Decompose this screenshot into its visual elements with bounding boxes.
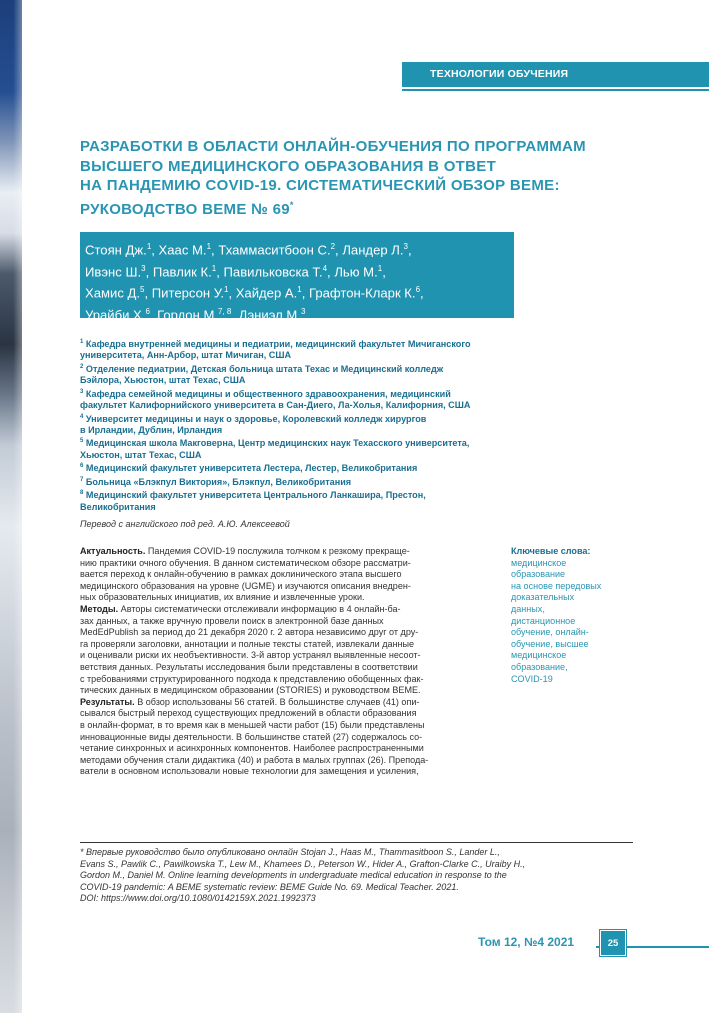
translation-note: Перевод с английского под ред. А.Ю. Алексеевой bbox=[80, 519, 290, 529]
abstract-line: нию практики очного обучения. В данном систематическом обзоре рассматри- bbox=[80, 557, 411, 568]
footnote-line: Evans S., Pawlik C., Pawilkowska T., Lew M., Khamees D., Peterson W., Hider A., Grafton-Clarke C., Uraiby H., bbox=[80, 858, 526, 869]
affiliation-number: 6 bbox=[80, 463, 84, 470]
abstract-methods bbox=[80, 604, 496, 697]
abstract-line: ных образовательных инициатив, их влияние и извлеченные уроки. bbox=[80, 592, 365, 603]
keyword-line: COVID-19 bbox=[511, 673, 553, 684]
author-affiliation-ref: 1 bbox=[377, 263, 383, 273]
affiliation-number: 7 bbox=[80, 476, 84, 483]
section-header bbox=[402, 62, 709, 87]
author-name: Дэниэл М. bbox=[238, 307, 301, 323]
page-number: 25 bbox=[600, 930, 626, 956]
affiliation-item bbox=[80, 475, 550, 488]
abstract-section-label: Актуальность. bbox=[80, 546, 146, 556]
author-affiliation-ref: 1 bbox=[297, 285, 302, 295]
affiliation-text: Университет медицины и наук о здоровье, Королевский колледж хирургов bbox=[85, 413, 427, 424]
abstract-line: и оценивали риски их необъективности. 3-й автор устранял выявленные несоот- bbox=[80, 650, 421, 661]
author-name: Гордон М. bbox=[157, 307, 218, 323]
author-affiliation-ref: 1 bbox=[146, 242, 152, 251]
author-affiliation-ref: 5 bbox=[140, 285, 145, 295]
author-affiliation-ref: 6 bbox=[145, 306, 150, 316]
affiliation-number: 1 bbox=[80, 339, 84, 345]
side-photo-overlay bbox=[0, 0, 22, 1013]
keyword-line: медицинское bbox=[511, 650, 567, 661]
footnote-line: Gordon M., Daniel M. Online learning developments in undergraduate medical education in response to the bbox=[80, 870, 507, 881]
abstract-line: в онлайн-формат, в то время как в меньшей части работ (15) были представлены bbox=[80, 719, 425, 730]
affiliation-number: 8 bbox=[80, 490, 84, 497]
title-line: НА ПАНДЕМИЮ COVID-19. СИСТЕМАТИЧЕСКИЙ ОБЗОР BEME: bbox=[80, 177, 560, 194]
affiliation-item bbox=[80, 412, 550, 437]
abstract-section-label: Методы. bbox=[80, 603, 119, 614]
affiliation-number: 4 bbox=[80, 413, 84, 420]
keyword-line: доказательных bbox=[511, 592, 575, 603]
author-affiliation-ref: 4 bbox=[322, 263, 328, 273]
keyword-line: обучение, высшее bbox=[511, 638, 589, 649]
author-affiliation-ref: 2 bbox=[330, 242, 336, 251]
title-footnote-marker: * bbox=[289, 199, 294, 210]
author-name: Урайби Х. bbox=[85, 307, 146, 323]
author-name: Павильковска Т. bbox=[223, 264, 323, 280]
keyword-line: данных, bbox=[511, 603, 545, 614]
author-affiliation-ref: 1 bbox=[223, 285, 229, 295]
author-name: Хамис Д. bbox=[85, 285, 141, 301]
author-affiliation-ref: 3 bbox=[403, 242, 408, 251]
author-name: Питерсон У. bbox=[151, 285, 224, 301]
keyword-line: медицинское bbox=[511, 557, 567, 568]
affiliation-text: Медицинский факультет университета Лестера, Лестер, Великобритания bbox=[85, 463, 418, 474]
footnote-line: COVID-19 pandemic: A BEME systematic review: BEME Guide No. 69. Medical Teacher. 2021. bbox=[80, 881, 459, 892]
abstract-line: ватели в основном использовали новые технологии для замещения и усиления, bbox=[80, 766, 419, 777]
abstract bbox=[80, 546, 496, 778]
keyword-line: образование, bbox=[511, 661, 568, 672]
author-name: Хаас М. bbox=[158, 242, 207, 258]
abstract-line: четание синхронных и асинхронных компонентов. Наиболее распространенными bbox=[80, 743, 424, 754]
abstract-relevance bbox=[80, 546, 496, 604]
affiliation-text: Бэйлора, Хьюстон, штат Техас, США bbox=[80, 375, 246, 386]
abstract-line: Авторы систематически отслеживали информацию в 4 онлайн-ба- bbox=[120, 603, 401, 614]
affiliations-list bbox=[80, 337, 550, 513]
article-title bbox=[80, 137, 640, 219]
abstract-results bbox=[80, 697, 496, 778]
authors-list: Стоян Дж.$^1$, Хаас М.$^1$, Тхаммаситбоон С.$^2$, Ландер Л.$^3$, Ивэнс Ш.$^3$, Павлик К.$^1$, Павильковска Т.$^4$, Лью М.$^1$, Хамис Д.$^5$, Питерсон У.$^1$, Хайдер А.$^1$, Графтон-Кларк К.$^6$, Урайби Х.$^6$, Гордон М.$^{7, 8}$, Дэниэл М.$^3$ bbox=[85, 242, 424, 323]
affiliation-text: факультет Калифорнийского университета в Сан-Диего, Ла-Холья, Калифорния, США bbox=[80, 400, 471, 411]
abstract-line: медицинского образования на уровне (UGME) и изучаются описания внедрен- bbox=[80, 580, 411, 591]
author-affiliation-ref: 1 bbox=[211, 263, 217, 273]
affiliation-item bbox=[80, 461, 550, 474]
abstract-line: вается переход к онлайн-обучению в рамках доклинического этапа высшего bbox=[80, 569, 402, 580]
author-name: Ивэнс Ш. bbox=[85, 264, 142, 280]
abstract-section-label: Результаты. bbox=[80, 696, 135, 707]
header-divider bbox=[402, 89, 709, 91]
affiliation-text: университета, Анн-Арбор, штат Мичиган, США bbox=[80, 350, 292, 361]
abstract-line: га проверяли заголовки, аннотации и полные тексты статей, извлекали данные bbox=[80, 638, 415, 649]
author-name: Павлик К. bbox=[152, 264, 212, 280]
affiliation-item bbox=[80, 337, 550, 362]
author-name: Ландер Л. bbox=[342, 242, 404, 258]
author-name: Хайдер А. bbox=[235, 285, 298, 301]
keyword-line: обучение, онлайн- bbox=[511, 627, 589, 638]
affiliation-text: Медицинский факультет университета Центрального Ланкашира, Престон, bbox=[85, 490, 426, 501]
author-affiliation-ref: 1 bbox=[206, 242, 212, 251]
author-affiliation-ref: 7, 8 bbox=[218, 306, 232, 316]
author-name: Тхаммаситбоон С. bbox=[218, 242, 331, 258]
affiliation-number: 5 bbox=[80, 438, 84, 445]
affiliation-text: Отделение педиатрии, Детская больница штата Техас и Медицинский колледж bbox=[85, 363, 444, 374]
affiliation-item bbox=[80, 488, 550, 513]
author-name: Стоян Дж. bbox=[85, 242, 147, 258]
title-line: ВЫСШЕГО МЕДИЦИНСКОГО ОБРАЗОВАНИЯ В ОТВЕТ bbox=[80, 157, 497, 175]
footnote-line: * Впервые руководство было опубликовано онлайн Stojan J., Haas M., Thammasitboon S., Lander L., bbox=[80, 847, 500, 857]
affiliation-number: 2 bbox=[80, 363, 84, 370]
abstract-line: с требованиями структурированного подхода к представлению обобщенных фак- bbox=[80, 673, 424, 684]
affiliation-text: Медицинская школа Макговерна, Центр медицинских наук Техасского университета, bbox=[85, 438, 470, 449]
abstract-line: методами обучения стали дидактика (40) и работа в малых группах (26). Препода- bbox=[80, 754, 429, 765]
title-line: РАЗРАБОТКИ В ОБЛАСТИ ОНЛАЙН-ОБУЧЕНИЯ ПО ПРОГРАММАМ bbox=[80, 138, 586, 155]
keyword-line: на основе передовых bbox=[511, 580, 602, 591]
abstract-line: инновационные виды деятельности. В большинстве статей (27) содержалось со- bbox=[80, 731, 423, 742]
author-affiliation-ref: 6 bbox=[415, 285, 421, 295]
abstract-line: ветствия данных. Результаты исследования были представлены в соответствии bbox=[80, 661, 418, 672]
affiliation-text: в Ирландии, Дублин, Ирландия bbox=[80, 424, 223, 435]
abstract-line: В обзор использованы 56 статей. В большинстве случаев (41) опи- bbox=[137, 696, 420, 707]
author-name: Лью М. bbox=[334, 264, 378, 280]
author-affiliation-ref: 3 bbox=[141, 263, 146, 273]
keywords-list bbox=[511, 558, 621, 686]
affiliation-text: Кафедра внутренней медицины и педиатрии, медицинский факультет Мичиганского bbox=[85, 339, 471, 350]
title-line: РУКОВОДСТВО BEME № 69 bbox=[80, 200, 290, 218]
authors-block bbox=[80, 232, 514, 323]
affiliation-text: Хьюстон, штат Техас, США bbox=[80, 449, 202, 460]
footnote-divider bbox=[80, 842, 633, 843]
abstract-line: зах данных, а также вручную провели поиск в электронной базе данных bbox=[80, 615, 384, 626]
keyword-line: дистанционное bbox=[511, 615, 576, 626]
issue-label: Том 12, №4 2021 bbox=[478, 935, 575, 949]
abstract-line: тических данных в медицинском образовании (STORIES) и руководством BEME. bbox=[80, 685, 421, 696]
footnote bbox=[80, 847, 640, 905]
keywords-block bbox=[511, 546, 621, 685]
affiliation-text: Кафедра семейной медицины и общественного здравоохранения, медицинский bbox=[85, 388, 451, 399]
section-label: ТЕХНОЛОГИИ ОБУЧЕНИЯ bbox=[430, 68, 569, 80]
affiliation-item bbox=[80, 387, 550, 412]
abstract-line: MedEdPublish за период до 21 декабря 2020 г. 2 автора независимо друг от дру- bbox=[80, 627, 419, 638]
author-affiliation-ref: 3 bbox=[300, 306, 306, 316]
abstract-line: Пандемия COVID-19 послужила толчком к резкому прекраще- bbox=[147, 546, 410, 556]
affiliation-item bbox=[80, 362, 550, 387]
keywords-label: Ключевые слова: bbox=[511, 546, 591, 556]
affiliation-number: 3 bbox=[80, 388, 84, 395]
keyword-line: образование bbox=[511, 569, 566, 580]
abstract-line: сывался быстрый переход существующих предложений в области образования bbox=[80, 708, 417, 719]
affiliation-item bbox=[80, 436, 550, 461]
footnote-doi: DOI: https://www.doi.org/10.1080/0142159X.2021.1992373 bbox=[80, 893, 316, 904]
author-name: Графтон-Кларк К. bbox=[308, 285, 416, 301]
affiliation-text: Великобритания bbox=[80, 501, 156, 512]
affiliation-text: Больница «Блэкпул Виктория», Блэкпул, Великобритания bbox=[85, 476, 352, 487]
